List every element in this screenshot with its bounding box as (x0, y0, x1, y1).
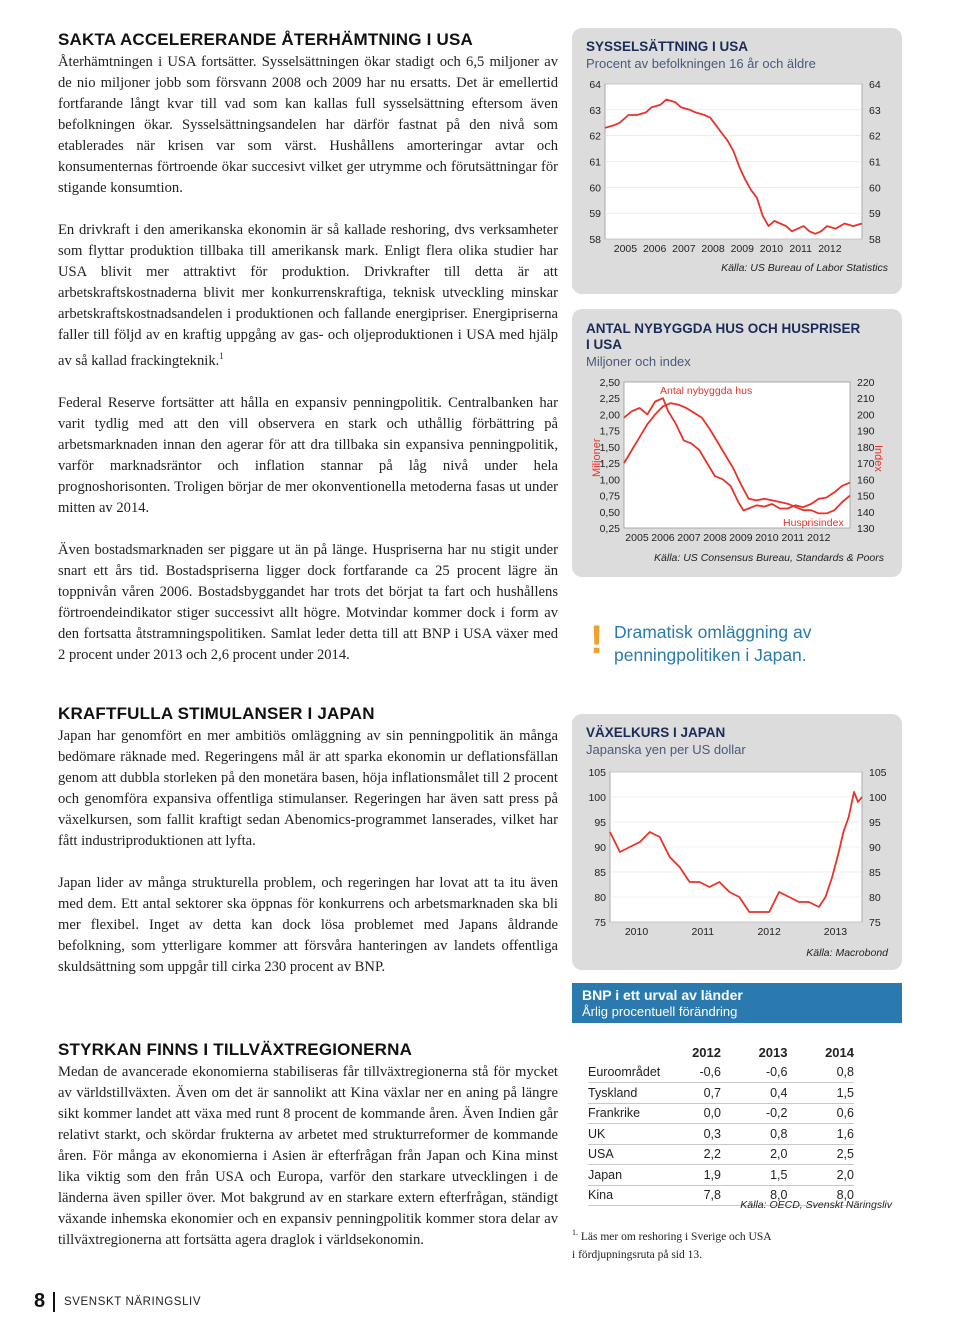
y2-tick-label: 220 (857, 377, 875, 389)
footnote-reference: 1 (219, 351, 224, 361)
x-tick-label: 2007 (672, 243, 696, 255)
table-row (588, 1124, 854, 1145)
chart-panel-housing (572, 309, 902, 577)
y-tick-label-right: 58 (869, 234, 881, 246)
cell-2012: 2,2 (679, 1144, 721, 1165)
series-label-houses: Antal nybyggda hus (660, 385, 753, 397)
chart-source: Källa: Macrobond (806, 947, 888, 959)
left-axis-label: Miljoner (591, 438, 603, 477)
y-tick-label: 2,50 (599, 377, 620, 389)
bnp-table-body (588, 1063, 854, 1206)
x-tick-label: 2010 (755, 532, 779, 544)
y2-tick-label: 130 (857, 523, 875, 535)
y-tick-label: 0,25 (599, 523, 620, 535)
y-tick-label-right: 105 (869, 767, 887, 779)
header-2012: 2012 (692, 1045, 721, 1061)
section-heading-growth: STYRKAN FINNS I TILLVÄXTREGIONERNA (58, 1040, 413, 1059)
y-tick-label: 59 (589, 208, 601, 221)
y2-tick-label: 160 (857, 474, 875, 487)
section-japan (58, 704, 558, 978)
table-row (588, 1103, 854, 1124)
bnp-table-panel (572, 983, 902, 1215)
x-tick-label: 2009 (729, 532, 753, 544)
cell-2012: 0,0 (679, 1103, 721, 1124)
header-2013: 2013 (758, 1045, 788, 1061)
x-tick-label: 2010 (624, 926, 649, 938)
x-tick-label: 2012 (818, 243, 842, 255)
y2-tick-label: 170 (857, 458, 875, 471)
cell-2014: 2,5 (787, 1144, 854, 1165)
y-tick-label: 61 (589, 156, 601, 169)
paragraph: Medan de avancerade ekonomierna stabiliseras får tillväxtregionerna stå för mycket av världstillväxten. Även om det är sannolikt att Kina växlar ner en aning på längre sikt kommer landet att växa med runt 8 procent de kommande åren. Även Indien går relativt starkt, och skördar frukterna av arbetet med strukturreformer de kommande åren. För många av ekonomierna i Asien är efterfrågan från Japan och Kina minst lika viktig som den från USA och Europa, varför den starkare utvecklingen i de länderna även spiller över. Mot bakgrund av en starkare extern efterfrågan, ständigt växande inhemska ekonomier och en expansiv penningpolitik kommer stora delar av tillväxtregionerna att fortsätta agera draglok i världsekonomin. (58, 1064, 558, 1248)
chart-title: SYSSELSÄTTNING I USA (586, 39, 749, 54)
y-tick-label: 2,25 (599, 393, 620, 406)
section-usa (58, 30, 558, 666)
footer-divider (53, 1292, 55, 1312)
y-tick-label: 0,75 (599, 490, 620, 503)
housing-chart (572, 309, 902, 577)
table-row (588, 1083, 854, 1104)
x-tick-label: 2005 (625, 532, 649, 544)
yen-chart (572, 714, 902, 970)
chart-source: Källa: US Consensus Bureau, Standards & Poors (654, 552, 884, 564)
section-heading-japan: KRAFTFULLA STIMULANSER I JAPAN (58, 704, 375, 723)
section-heading-usa: SAKTA ACCELERERANDE ÅTERHÄMTNING I USA (58, 30, 473, 49)
y2-tick-label: 150 (857, 490, 875, 503)
y-tick-label-right: 63 (869, 104, 881, 117)
right-axis-label: Index (872, 445, 884, 472)
x-tick-label: 2006 (651, 532, 675, 544)
cell-country: Tyskland (588, 1083, 679, 1104)
y-tick-label: 1,50 (599, 441, 620, 454)
publication-name: SVENSKT NÄRINGSLIV (64, 1296, 202, 1308)
y-tick-label-right: 62 (869, 130, 881, 143)
y-tick-label: 105 (588, 767, 606, 779)
paragraph: Även bostadsmarknaden ser piggare ut än på länge. Huspriserna har nu stigit under snart ett års tid. Bostadspriserna ligger dock fortfarande ca 25 procent lägre än toppnivån våren 2006. Bostadsbyggandet har trots det börjat ta fart och hushållens förtroendeindikator stiger successivt allt högre. Motvindar kommer dock i form av den fortsatta åtstramningspolitiken. Samlat leder detta till att BNP i USA växer med 2 procent under 2013 och 2,6 procent under 2014. (58, 541, 558, 663)
chart-panel-yen (572, 714, 902, 970)
x-tick-label: 2011 (691, 926, 715, 938)
y2-tick-label: 210 (857, 393, 875, 406)
x-tick-label: 2007 (677, 532, 701, 544)
cell-2014: 0,8 (787, 1063, 854, 1083)
cell-country: Japan (588, 1165, 679, 1186)
chart-subtitle: Miljoner och index (586, 354, 691, 369)
page-footer (28, 1290, 328, 1314)
y-tick-label: 80 (594, 892, 606, 904)
page-number: 8 (34, 1290, 46, 1312)
y2-tick-label: 200 (857, 409, 875, 422)
header-country (588, 1043, 679, 1063)
chart-source: Källa: US Bureau of Labor Statistics (721, 262, 888, 274)
cell-2014: 1,6 (787, 1124, 854, 1145)
y-tick-label-right: 95 (869, 817, 881, 829)
cell-2013: -0,6 (721, 1063, 788, 1083)
x-tick-label: 2012 (757, 926, 781, 938)
x-tick-label: 2006 (642, 243, 667, 255)
table-row (588, 1063, 854, 1083)
footnote-line2: i fördjupningsruta på sid 13. (572, 1248, 702, 1261)
chart-title-line2: I USA (586, 337, 623, 352)
bnp-title: BNP i ett urval av länder (582, 987, 743, 1003)
y-tick-label: 62 (589, 130, 601, 143)
cell-2013: 0,8 (721, 1124, 788, 1145)
x-tick-label: 2011 (789, 243, 812, 255)
y-tick-label: 100 (588, 792, 606, 804)
callout-text-line2: penningpolitiken i Japan. (614, 645, 807, 665)
cell-2013: 0,4 (721, 1083, 788, 1104)
y-tick-label-right: 64 (869, 79, 881, 91)
x-tick-label: 2013 (823, 926, 848, 938)
cell-2012: 0,7 (679, 1083, 721, 1104)
employment-chart (572, 28, 902, 294)
cell-2012: 0,3 (679, 1124, 721, 1145)
y-tick-label: 58 (589, 234, 601, 246)
footnote (572, 1224, 772, 1264)
cell-2014: 1,5 (787, 1083, 854, 1104)
cell-2012: -0,6 (679, 1063, 721, 1083)
y-tick-label-right: 59 (869, 208, 881, 221)
y-tick-label: 90 (594, 842, 606, 854)
cell-2013: 2,0 (721, 1144, 788, 1165)
cell-country: UK (588, 1124, 679, 1145)
y2-tick-label: 180 (857, 441, 875, 454)
x-tick-label: 2005 (613, 243, 638, 255)
callout-text-line1: Dramatisk omläggning av (614, 622, 812, 642)
x-tick-label: 2012 (807, 532, 831, 544)
y-tick-label: 64 (589, 79, 601, 91)
y-tick-label-right: 80 (869, 892, 881, 904)
paragraph: Återhämtningen i USA fortsätter. Sysselsättningen ökar stadigt och 6,5 miljoner av de nio miljoner jobb som försvann 2008 och 2009 har nu ersatts. Det är emellertid fortfarande långt kvar till vad som kan kallas full sysselsättning eftersom även befolkningen ökar. Sysselsättningsandelen har därför fastnat på den nivå som etablerades när krisen var som värst. Hushållens amorteringar avtar och konsumenternas förtroende ökar succesivt vilket ger utrymme och förutsättningar för stigande konsumtion. (58, 54, 558, 196)
plot-area (624, 382, 850, 528)
x-tick-label: 2009 (730, 243, 754, 255)
chart-subtitle: Japanska yen per US dollar (586, 742, 746, 757)
paragraph-reshoring (58, 220, 558, 372)
bnp-source: Källa: OECD, Svenskt Näringsliv (740, 1199, 892, 1211)
chart-subtitle: Procent av befolkningen 16 år och äldre (586, 56, 816, 71)
y-tick-label: 2,00 (599, 409, 620, 422)
footnote-line1 (572, 1224, 772, 1246)
x-tick-label: 2010 (759, 243, 784, 255)
cell-2013: 8,0 (721, 1185, 788, 1206)
y-tick-label-right: 61 (869, 156, 881, 169)
cell-2014: 8,0 (787, 1185, 854, 1206)
callout (590, 620, 890, 670)
y-tick-label: 95 (594, 817, 606, 829)
exclamation-icon: ! (590, 618, 604, 662)
cell-2012: 1,9 (679, 1165, 721, 1186)
table-header-row (588, 1043, 854, 1063)
y-tick-label-right: 100 (869, 792, 887, 804)
y-tick-label: 75 (594, 917, 606, 929)
header-2014: 2014 (825, 1045, 854, 1061)
y-tick-label-right: 75 (869, 917, 881, 929)
cell-2012: 7,8 (679, 1185, 721, 1206)
chart-title: ANTAL NYBYGGDA HUS OCH HUSPRISER (586, 321, 861, 336)
cell-country: Kina (588, 1185, 679, 1206)
paragraph: Federal Reserve fortsätter att hålla en expansiv penningpolitik. Centralbanken har varit tydlig med att den vill observera en stark och uthållig förbättring på arbetsmarknaden innan den agerar för att dra tillbaka sin expansiva penningpolitik, varför marknadsräntor och inflation stannar på låg nivå under hela prognoshorisonten. Troligen börjar de mer okonventionella metoderna fasas ut under mitten av 2014. (58, 394, 558, 516)
table-row (588, 1165, 854, 1186)
cell-country: Euroområdet (588, 1063, 679, 1083)
x-tick-label: 2011 (781, 532, 805, 544)
footnote-mark: 1. (572, 1228, 578, 1237)
y-tick-label: 63 (589, 104, 601, 117)
cell-2014: 2,0 (787, 1165, 854, 1186)
y2-tick-label: 140 (857, 506, 875, 519)
x-tick-label: 2008 (703, 532, 727, 544)
y-tick-label-right: 60 (869, 182, 881, 195)
bnp-title-box (572, 983, 902, 1023)
cell-2013: -0,2 (721, 1103, 788, 1124)
paragraph: Japan lider av många strukturella problem, och regeringen har lovat att ta itu även med dem. Ett antal sektorer ska öppnas för konkurrens och arbetsmarknaden ska bli mer flexibel. Inget av detta kan dock lösa problemet med Japans åldrande befolkning, som ytterligare kommer att försvåra hanteringen av landets offentliga skuldsättning som uppgår till cirka 230 procent av BNP. (58, 875, 558, 975)
section-growth-regions (58, 1040, 558, 1251)
y-tick-label: 85 (594, 867, 606, 879)
paragraph: Japan har genomfört en mer ambitiös omläggning av sin penningpolitik än många bedömare räknade med. Regeringens mål är att sparka ekonomin ur deflationsfällan genom att dubbla storleken på den monetära basen, höja inflationsmålet till 2 procent och genomföra expansiva offentliga stimulanser. Regeringen har även satt press på växelkursen, som fallit kraftigt sedan Abenomics-programmet lanserades, vilket har fått industriproduktionen att lyfta. (58, 728, 558, 849)
y-tick-label: 0,50 (599, 506, 620, 519)
cell-2013: 1,5 (721, 1165, 788, 1186)
y-tick-label: 1,75 (599, 425, 620, 438)
cell-2014: 0,6 (787, 1103, 854, 1124)
cell-country: USA (588, 1144, 679, 1165)
footnote-text: Läs mer om reshoring i Sverige och USA (580, 1230, 772, 1243)
table-row (588, 1144, 854, 1165)
x-tick-label: 2008 (701, 243, 725, 255)
y-tick-label: 60 (589, 182, 601, 195)
y-tick-label: 1,25 (599, 458, 620, 471)
y-tick-label-right: 85 (869, 867, 881, 879)
paragraph-text: En drivkraft i den amerikanska ekonomin är så kallade reshoring, dvs verksamheter som flyttar produktion tillbaka till amerikansk mark. Enligt flera olika studier har USA blivit mer attraktivt för produktion. Drivkrafter till detta är att arbetskraftskostnaderna blivit mer konkurrenskraftiga, teknisk utveckling minskar arbetskraftskostnadsandelen i produktionen och fallande energipriser. Energipriserna faller till följd av en kraftig uppgång av gas- och oljeproduktionen i USA med hjälp av så kallad frackingteknik. (58, 222, 558, 369)
y2-tick-label: 190 (857, 425, 875, 438)
chart-title: VÄXELKURS I JAPAN (586, 725, 726, 740)
y-tick-label-right: 90 (869, 842, 881, 854)
chart-panel-employment (572, 28, 902, 294)
y-tick-label: 1,00 (599, 474, 620, 487)
bnp-table (588, 1043, 854, 1206)
cell-country: Frankrike (588, 1103, 679, 1124)
bnp-subtitle: Årlig procentuell förändring (582, 1004, 738, 1019)
series-label-price-index: Husprisindex (783, 517, 844, 529)
